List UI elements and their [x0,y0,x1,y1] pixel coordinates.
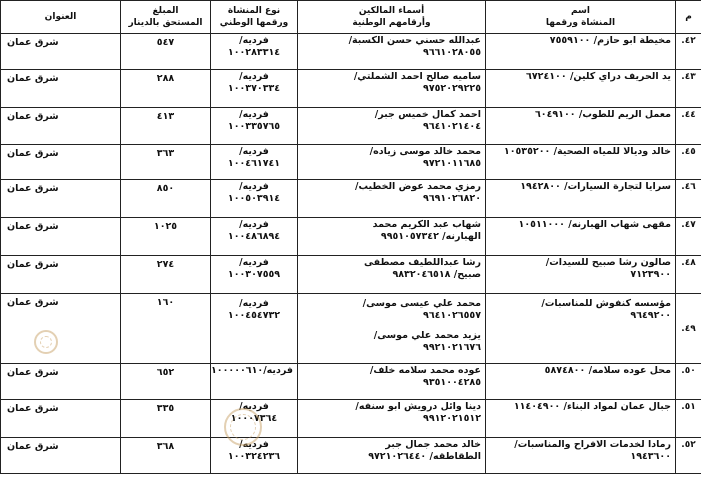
address: شرق عمان [1,364,121,400]
establishment-name: سرايا لتجارة السيارات/ ١٩٤٢٨٠٠ [486,180,676,218]
owner-names: شهاب عبد الكريم محمد الهبارنه/ ٩٩٥١٠٥٧٣٤٢ [298,218,486,256]
header-address: العنوان [1,1,121,34]
row-number: ٥١. [676,400,701,438]
establishment-type: فرديه/ ١٠٠٠٧٣٦٤ [211,400,298,438]
establishment-name: مقهى شهاب الهبارنه/ ١٠٥١١٠٠٠ [486,218,676,256]
establishment-name: خالد وديالا للمياه الصحية/ ١٠٥٣٥٢٠٠ [486,145,676,180]
establishment-type: فرديه/ ١٠٠٣٧٠٣٣٤ [211,70,298,108]
establishment-name: محل عوده سلامه/ ٥٨٧٤٨٠٠ [486,364,676,400]
establishment-type: فرديه/ ١٠٠٣٠٧٥٥٩ [211,256,298,294]
address: شرق عمان [1,145,121,180]
establishment-name: رمادا لخدمات الافراح والمناسبات/ ١٩٤٣٦٠٠ [486,438,676,474]
row-number: ٤٨. [676,256,701,294]
header-name: اسم المنشاة ورقمها [486,1,676,34]
amount-due: ١٦٠ [121,294,211,364]
establishment-name: معمل الريم للطوب/ ٦٠٤٩١٠٠ [486,108,676,145]
amount-due: ٨٥٠ [121,180,211,218]
amount-due: ٢٧٤ [121,256,211,294]
establishment-type: فرديه/ ١٠٠٣٣٥٧٦٥ [211,108,298,145]
address: شرق عمان [1,400,121,438]
establishment-name: يد الحريف دراي كلين/ ٦٧٢٤١٠٠ [486,70,676,108]
establishment-type: فرديه/ ١٠٠٣٢٤٢٣٦ [211,438,298,474]
row-number: ٤٤. [676,108,701,145]
establishment-name: مخيطة ابو حازم/ ٧٥٥٩١٠٠ [486,34,676,70]
owner-names: محمد علي عيسى موسى/ ٩٦٤١٠٢٦٥٥٧ يزيد محمد علي موسى/ ٩٩٢١٠٢١٦٧٦ [298,294,486,364]
address: شرق عمان [1,180,121,218]
owner-names: عوده محمد سلامه خلف/ ٩٣٥١٠٠٤٢٨٥ [298,364,486,400]
row-number: ٤٩. [676,294,701,364]
establishment-name: مؤسسه كنفوش للمناسبات/ ٩٦٤٩٢٠٠ [486,294,676,364]
header-type: نوع المنشاة ورقمها الوطني [211,1,298,34]
establishment-name: صالون رشا صبيح للسيدات/ ٧١٢٣٩٠٠ [486,256,676,294]
table-row [1,108,701,145]
row-number: ٥٢. [676,438,701,474]
table-row [1,218,701,256]
header-amount: المبلغ المستحق بالدينار [121,1,211,34]
table-row [1,400,701,438]
owner-names: دينا وائل درويش ابو سنفه/ ٩٩١٢٠٢١٥١٢ [298,400,486,438]
row-number: ٤٢. [676,34,701,70]
owner-names: ساميه صالح احمد الشملتي/ ٩٧٥٢٠٢٩٢٢٥ [298,70,486,108]
table-row [1,364,701,400]
establishment-name: جبال عمان لمواد البناء/ ١١٤٠٤٩٠٠ [486,400,676,438]
header-row [1,1,701,34]
owner-names: رمزي محمد عوض الخطيب/ ٩٦٩١٠٢٦٨٢٠ [298,180,486,218]
row-number: ٤٧. [676,218,701,256]
amount-due: ٣٦٣ [121,145,211,180]
amount-due: ٥٤٧ [121,34,211,70]
table-row [1,34,701,70]
header-owners: أسماء المالكين وأرقامهم الوطنية [298,1,486,34]
address: شرق عمان [1,218,121,256]
establishment-type: فرديه/ ١٠٠٤٦١٧٤١ [211,145,298,180]
row-number: ٤٥. [676,145,701,180]
owner-names: احمد كمال خميس جبر/ ٩٦٤١٠٢١٤٠٤ [298,108,486,145]
address: شرق عمان [1,70,121,108]
table-row [1,438,701,474]
address: شرق عمان [1,294,121,364]
amount-due: ٢٨٨ [121,70,211,108]
amount-due: ١٠٢٥ [121,218,211,256]
header-num: م [676,1,701,34]
address: شرق عمان [1,256,121,294]
establishment-type: فرديه/١٠٠٠٠٠٦١٠ [211,364,298,400]
establishment-type: فرديه/ ١٠٠٢٨٣٣١٤ [211,34,298,70]
table-row [1,256,701,294]
table-row [1,294,701,364]
establishment-type: فرديه/ ١٠٠٤٨٦٨٩٤ [211,218,298,256]
amount-due: ٣٣٥ [121,400,211,438]
table-row [1,70,701,108]
owner-names: محمد خالد موسى زياده/ ٩٧٢١٠١١٦٨٥ [298,145,486,180]
owner-names: خالد محمد جمال جبر الطقاطقه/ ٩٧٢١٠٢٦٤٤٠ [298,438,486,474]
table-row [1,145,701,180]
row-number: ٤٦. [676,180,701,218]
amount-due: ٦٥٢ [121,364,211,400]
establishment-type: فرديه/ ١٠٠٥٠٣٩١٤ [211,180,298,218]
table-row [1,180,701,218]
address: شرق عمان [1,108,121,145]
owner-names: عبدالله حسني حسن الكسبة/ ٩٦٦١٠٢٨٠٥٥ [298,34,486,70]
amount-due: ٣٦٨ [121,438,211,474]
owner-names: رشا عبداللطيف مصطفى صبيح/ ٩٨٣٢٠٤٦٥١٨ [298,256,486,294]
amount-due: ٤١٣ [121,108,211,145]
address: شرق عمان [1,34,121,70]
establishment-type: فرديه/ ١٠٠٤٥٤٧٣٢ [211,294,298,364]
row-number: ٥٠. [676,364,701,400]
row-number: ٤٣. [676,70,701,108]
address: شرق عمان [1,438,121,474]
